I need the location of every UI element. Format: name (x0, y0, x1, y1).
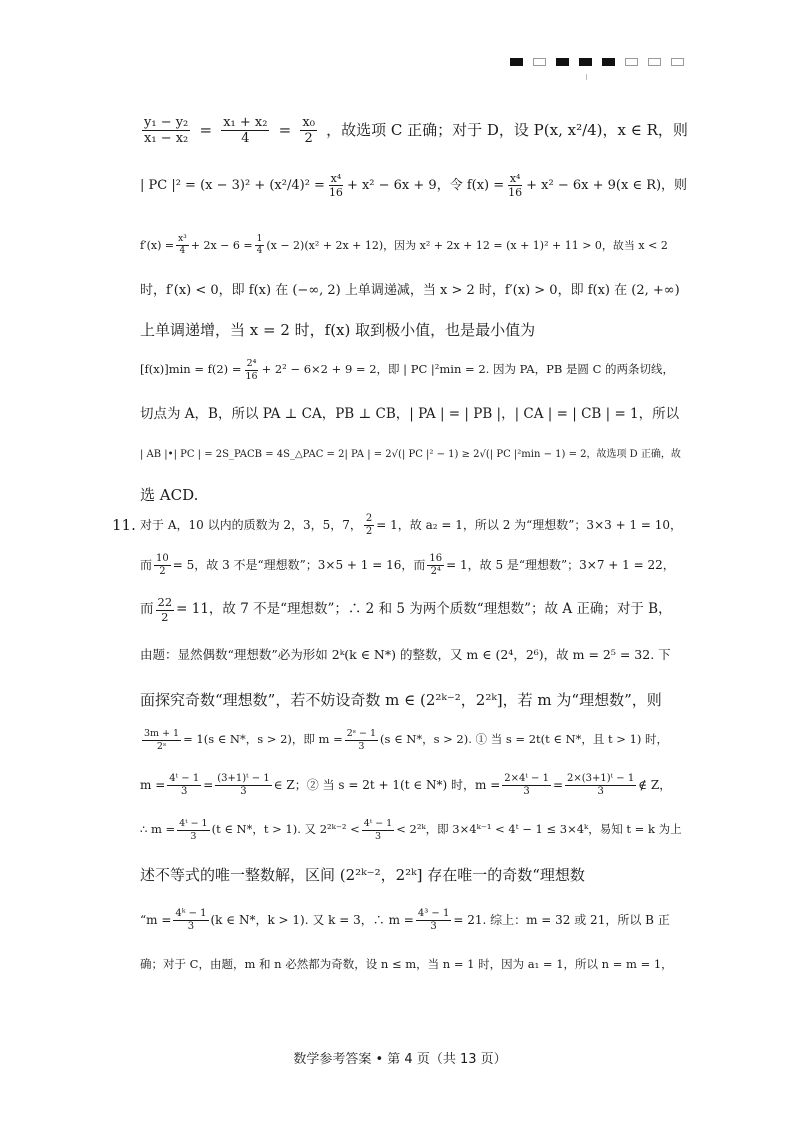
fraction (243, 359, 259, 381)
text-line (140, 590, 688, 630)
fraction-numerator: 22 (157, 595, 173, 609)
fraction-numerator: 4ᵏ − 1 (175, 907, 207, 919)
fraction (156, 597, 175, 623)
fraction-numerator: x⁴ (330, 171, 342, 185)
text-segment: = 1，故 5 是“理想数”；3×7 + 1 = 22， (446, 558, 675, 572)
fraction (427, 554, 444, 577)
text-segment: m = (140, 778, 166, 792)
fraction (176, 235, 189, 256)
text-line (140, 945, 688, 985)
fraction (215, 774, 271, 797)
fraction (502, 774, 551, 797)
text-segment: = (199, 120, 213, 139)
text-line (140, 900, 688, 940)
fraction (364, 514, 374, 537)
filled-mark (579, 58, 592, 66)
fraction-denominator: 2 (159, 565, 166, 577)
fraction (167, 774, 201, 797)
fraction-denominator: 3 (190, 830, 197, 842)
text-line (140, 505, 688, 545)
fraction-numerator: 3m + 1 (144, 728, 180, 739)
fraction-denominator: 3 (597, 785, 604, 797)
fraction (506, 173, 524, 198)
fraction-numerator: y₁ − y₂ (144, 114, 189, 130)
fraction-denominator: 16 (328, 185, 343, 199)
fraction (173, 909, 208, 932)
text-line (140, 720, 688, 760)
fraction (362, 819, 394, 841)
fraction-denominator: 3 (187, 920, 195, 932)
text-segment: (x − 2)(x² + 2x + 12)，因为 x² + 2x + 12 = (x + 1)² + 11 > 0，故当 x < 2 (266, 238, 668, 252)
text-line (140, 310, 688, 350)
text-line (140, 635, 688, 675)
fraction-denominator: 2 (161, 609, 169, 624)
fraction (416, 909, 451, 932)
empty-mark (533, 58, 546, 66)
text-segment: [f(x)]min = f(2) = (140, 362, 242, 377)
fraction (154, 554, 171, 577)
text-segment: f′(x) = (140, 238, 175, 252)
fraction (255, 235, 265, 256)
empty-mark (648, 58, 661, 66)
text-segment: 对于 A，10 以内的质数为 2，3，5，7， (140, 518, 362, 532)
fraction-denominator: 3 (430, 920, 437, 932)
fraction-denominator: 16 (508, 185, 523, 199)
fraction-denominator: 4 (241, 130, 250, 146)
text-segment: = 1，故 a₂ = 1，所以 2 为“理想数”；3×3 + 1 = 10， (376, 518, 683, 532)
tick-mark (586, 74, 587, 80)
text-line (140, 350, 688, 390)
fraction (565, 774, 636, 797)
fraction-numerator: 2⁴ (246, 358, 257, 369)
text-segment: ∈ Z；② 当 s = 2t + 1(t ∈ N*) 时，m = (273, 778, 501, 792)
fraction-denominator: 3 (240, 785, 247, 797)
text-segment: (k ∈ N*，k > 1). 又 k = 3，∴ m = (210, 913, 414, 927)
filled-mark (510, 58, 523, 66)
fraction-numerator: x₁ + x₂ (223, 114, 268, 130)
text-line (140, 395, 688, 435)
text-segment: | AB |•| PC | = 2S_PACB = 4S_△PAC = 2| PA | = 2√(| PC |² − 1) ≥ 2√(| PC |²min − 1) = 2，故选项 D 正确，故 (140, 449, 681, 460)
page-footer: 数学参考答案 • 第 4 页（共 13 页） (293, 1052, 507, 1067)
text-line (140, 165, 688, 205)
text-segment: 由题：显然偶数“理想数”必为形如 2ᵏ(k ∈ N*) 的整数，又 m ∈ (2⁴，2⁶)，故 m = 2⁵ = 32. 下 (140, 646, 671, 662)
fraction (177, 819, 209, 841)
fraction-numerator: 1 (256, 233, 263, 244)
empty-mark (671, 58, 684, 66)
fraction-denominator: 16 (245, 370, 258, 382)
fraction-numerator: 16 (429, 552, 443, 564)
text-segment: 述不等式的唯一整数解，区间 (2²ᵏ⁻²，2²ᵏ] 存在唯一的奇数“理想数 (140, 865, 585, 884)
text-line (140, 810, 688, 850)
fraction-denominator: 2ˢ (156, 740, 167, 752)
text-segment: + 2² − 6×2 + 9 = 2，即 | PC |²min = 2. 因为 PA，PB 是圆 C 的两条切线， (261, 362, 675, 377)
fraction-numerator: 4ᵗ − 1 (169, 772, 200, 784)
fraction-numerator: 4³ − 1 (417, 907, 450, 919)
fraction-denominator: 4 (256, 245, 263, 256)
text-segment: + x² − 6x + 9，令 f(x) = (346, 177, 505, 193)
fraction-numerator: 2×4ᵗ − 1 (504, 772, 549, 784)
text-line (140, 680, 688, 720)
fraction-denominator: 3 (358, 740, 365, 752)
fraction-numerator: 2ˢ − 1 (346, 728, 377, 739)
text-segment: (s ∈ N*，s > 2). ① 当 s = 2t(t ∈ N*，且 t > 1) 时， (380, 732, 669, 747)
fraction (142, 729, 181, 751)
fraction-numerator: 10 (156, 552, 169, 564)
fraction-numerator: 2 (365, 512, 373, 524)
fraction (142, 116, 190, 145)
fraction-numerator: 2×(3+1)ᵗ − 1 (567, 772, 635, 784)
fraction (345, 729, 378, 751)
text-segment: 确；对于 C，由题，m 和 n 必然都为奇数，设 n ≤ m，当 n = 1 时，因为 a₁ = 1，所以 n = m = 1， (140, 957, 673, 972)
text-segment: + 2x − 6 = (190, 238, 253, 252)
text-segment: = (203, 778, 214, 792)
filled-mark (602, 58, 615, 66)
text-line (140, 545, 688, 585)
text-line (140, 225, 688, 265)
text-segment: ∴ m = (140, 822, 176, 837)
text-line (140, 270, 688, 310)
fraction-numerator: (3+1)ᵗ − 1 (217, 772, 270, 784)
fraction-numerator: 4ᵗ − 1 (179, 818, 208, 829)
fraction (221, 116, 269, 145)
filled-mark (556, 58, 569, 66)
text-segment: 上单调递增，当 x = 2 时，f(x) 取到极小值，也是最小值为 (140, 320, 536, 339)
text-segment: “m = (140, 913, 172, 927)
text-segment: = 5，故 3 不是“理想数”；3×5 + 1 = 16，而 (172, 558, 426, 572)
fraction-denominator: 2⁴ (430, 565, 441, 577)
fraction-numerator: 4ᵗ − 1 (363, 818, 393, 829)
text-segment: < 2²ᵏ，即 3×4ᵏ⁻¹ < 4ᵗ − 1 ≤ 3×4ᵏ，易知 t = k 为上 (396, 822, 682, 837)
text-segment: = (552, 778, 564, 792)
text-segment: = 1(s ∈ N*，s > 2)，即 m = (183, 732, 343, 747)
fraction-denominator: x₁ − x₂ (144, 130, 189, 146)
text-segment: 面探究奇数“理想数”，若不妨设奇数 m ∈ (2²ᵏ⁻²，2²ᵏ]，若 m 为“理想数”，则 (140, 690, 662, 709)
fraction-numerator: x⁴ (509, 171, 521, 185)
fraction (327, 173, 345, 198)
text-line (140, 765, 688, 805)
text-segment: | PC |² = (x − 3)² + (x²/4)² = (140, 177, 325, 193)
fraction-denominator: 3 (181, 785, 188, 797)
text-line (140, 855, 688, 895)
text-segment: ∉ Z， (638, 778, 672, 792)
text-segment: 而 (140, 601, 154, 618)
text-line (140, 435, 688, 475)
text-segment: = 11，故 7 不是“理想数”；∴ 2 和 5 为两个质数“理想数”；故 A 正确；对于 B， (176, 601, 672, 618)
question-number: 11. (112, 516, 136, 534)
text-segment: 而 (140, 558, 153, 572)
text-segment: = 21. 综上：m = 32 或 21，所以 B 正 (453, 913, 670, 927)
fraction-denominator: 3 (523, 785, 530, 797)
text-segment: (t ∈ N*，t > 1). 又 2²ᵏ⁻² < (211, 822, 360, 837)
text-segment: = (278, 120, 292, 139)
fraction (300, 116, 317, 145)
fraction-denominator: 3 (374, 830, 382, 842)
text-segment: ，故选项 C 正确；对于 D，设 P(x, x²/4)，x ∈ R，则 (326, 120, 688, 139)
fraction-denominator: 2 (365, 525, 373, 537)
fraction-numerator: x₀ (302, 114, 315, 130)
text-line (140, 110, 688, 150)
text-segment: 时，f′(x) < 0，即 f(x) 在 (−∞, 2) 上单调递减，当 x > 2 时，f′(x) > 0，即 f(x) 在 (2, +∞) (140, 282, 680, 298)
fraction-denominator: 2 (304, 130, 313, 146)
text-segment: 切点为 A，B，所以 PA ⊥ CA，PB ⊥ CB，| PA | = | PB |，| CA | = | CB | = 1，所以 (140, 406, 680, 423)
empty-mark (625, 58, 638, 66)
fraction-denominator: 4 (179, 245, 186, 256)
fraction-numerator: x³ (178, 233, 187, 244)
text-segment: 选 ACD. (140, 485, 199, 504)
text-segment: + x² − 6x + 9(x ∈ R)，则 (526, 177, 688, 193)
